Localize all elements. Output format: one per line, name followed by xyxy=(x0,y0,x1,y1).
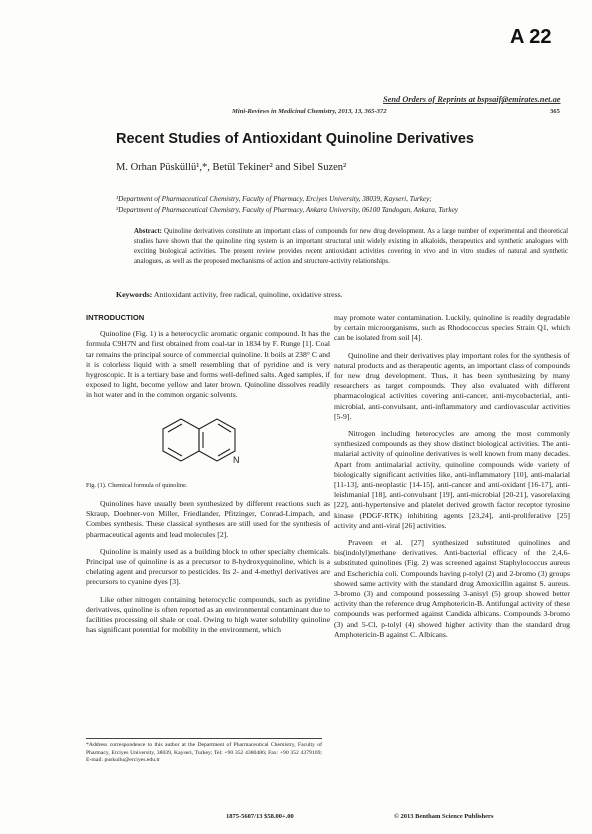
paragraph: Quinoline and their derivatives play important roles for the synthesis of natural products and as therapeutic agents, an important class of compounds for new drug development. Thus, it has been synthesizing by many researchers as target compounds. They also evaluated with different pharmacological activities covering anti-cancer, anti-mycobacterial, anti-microbial, anti-convulsant, anti-inflammatory and cardiovascular activities [5-9]. xyxy=(334,350,570,421)
right-column xyxy=(334,313,570,647)
paragraph: may promote water contamination. Luckily, quinoline is readily degradable by certain microorganisms, such as Rhodococcus species Strain Q1, which can be isolated from soil [4]. xyxy=(334,313,570,343)
affiliation-1: ¹Department of Pharmaceutical Chemistry, Faculty of Pharmacy, Erciyes University, 38039, Kayseri, Turkey; xyxy=(116,195,432,203)
paragraph: Like other nitrogen containing heterocyclic compounds, such as pyridine derivatives, quinoline is often reported as an environmental contaminant due to facilities processing oil shale or coal. Owing to high water solubility quinoline has significant potential for mobility in the environment, which xyxy=(86,594,330,635)
abstract-label: Abstract: xyxy=(134,228,162,235)
article-code: A 22 xyxy=(510,26,552,48)
paragraph: Quinoline is mainly used as a building block to other specialty chemicals. Principal use of quinoline is as a precursor to 8-hydroxyquinoline, which is a chelating agent and precursor to pesticides. Its 2- and 4-methyl derivatives are precursors to cyanine dyes [3]. xyxy=(86,546,330,587)
article-title: Recent Studies of Antioxidant Quinoline Derivatives xyxy=(116,131,474,147)
abstract-text: Quinoline derivatives constitute an important class of compounds for new drug development. As a large number of experimental and theoretical studies have shown that the quinoline ring system is an important structural unit widely existing in alkaloids, therapeutics and synthetic analogues with exciting biological activities. The present review provides recent antioxidant activities covering in vivo and in vitro studies of natural and synthetic analogues, as well as the proposed mechanisms of action and structure-activity relationships. xyxy=(134,228,568,265)
keywords-label: Keywords: xyxy=(116,290,153,299)
paragraph: Nitrogen including heterocycles are among the most commonly synthesized compounds as they show distinct biological activities. The anti-malarial activity of quinoline derivatives is well known from many decades. Apart from antimalarial activity, quinoline compounds wide variety of biologically significant activities like, anti-inflammatory [10], anti-malarial [11-13], anti-neoplastic [14-15], anti-cancer and anti-oxidant [16-17], anti-leishmanial [18], anti-convulsant [19], anti-microbial [20-21], vasorelaxing [22], anti-hypertensive and platelet derived growth factor receptor tyrosine kinase (PDGF-RTK) inhibiting agents [23,24], anti-proliferative [25] activity and anti-viral [26] activities. xyxy=(334,429,570,530)
paragraph: Quinolines have usually been synthesized by different reactions such as Skraup, Doebner-von Miller, Friedlander, Pfitzinger, Conrad-Limpach, and Combes synthesis. These classical syntheses are still used for the synthesis of pharmaceutical agents and lead molecules [2]. xyxy=(86,499,330,539)
correspondence-footnote: *Address correspondence to this author at the Department of Pharmaceutical Chemistry, Faculty of Pharmacy, Erciyes University, 38039, Kayseri, Turkey; Tel: +90 352 4380486; Fax: +90 352 4379169; E-mail: puskullu@erciyes.edu.tr xyxy=(86,738,322,765)
page-number: 365 xyxy=(550,108,560,115)
author-list: M. Orhan Püsküllü¹,*, Betül Tekiner² and Sibel Suzen² xyxy=(116,162,347,173)
nitrogen-atom-label: N xyxy=(233,454,240,465)
running-head: Mini-Reviews in Medicinal Chemistry, 2013, 13, 365-372 xyxy=(232,108,387,115)
keywords-text: Antioxidant activity, free radical, quinoline, oxidative stress. xyxy=(152,290,343,299)
figure-caption: Fig. (1). Chemical formula of quinoline. xyxy=(86,481,188,489)
issn-line: 1875-5607/13 $58.00+.00 xyxy=(226,813,294,820)
paragraph: Praveen et al. [27] synthesized substituted quinolines and bis(indolyl)methane derivatives. Anti-bacterial efficacy of the 2,4,6-substituted quinolines (Fig. 2) was screened against Staphylococcus aureus and Escherichia coli. Compounds having p-tolyl (2) and 2-bromo (3) groups showed same activity with the standard drug Amoxicillin against S. aureus. 3-bromo (3) and compound possessing 3-anisyl (5) group showed better activity than the reference drug Amphotericin-B. Antifungal activity of these compounds was performed against Candida albicans. Compounds 3-bromo (3) and 5-Cl, p-tolyl (4) showed higher activity than the standard drug Amphotericin-B against C. Albicans. xyxy=(334,538,570,639)
paragraph: Quinoline (Fig. 1) is a heterocyclic aromatic organic compound. It has the formula C9H7N and first obtained from coal-tar in 1834 by F. Runge [1]. Coal tar remains the principal source of commercial quinoline. It boils at 238° C and it is colorless liquid with a smell resembling that of pyridine and is very hygroscopic. It is a tertiary base and forms well-defined salts. Aged samples, if exposed to light, become yellow and later brown. Quinoline dissolves readily in hot water and in the common organic solvents. xyxy=(86,329,330,400)
section-heading: INTRODUCTION xyxy=(86,313,145,322)
left-column xyxy=(86,313,330,642)
copyright-line: © 2013 Bentham Science Publishers xyxy=(394,813,494,820)
quinoline-structure-figure xyxy=(146,414,276,476)
reprints-link[interactable]: Send Orders of Reprints at bspsaif@emirates.net.ae xyxy=(383,95,561,104)
keywords xyxy=(116,290,343,299)
abstract xyxy=(134,227,568,267)
affiliation-2: ²Department of Pharmaceutical Chemistry, Faculty of Pharmacy, Ankara University, 06100 Tandogan, Ankara, Turkey xyxy=(116,206,458,214)
